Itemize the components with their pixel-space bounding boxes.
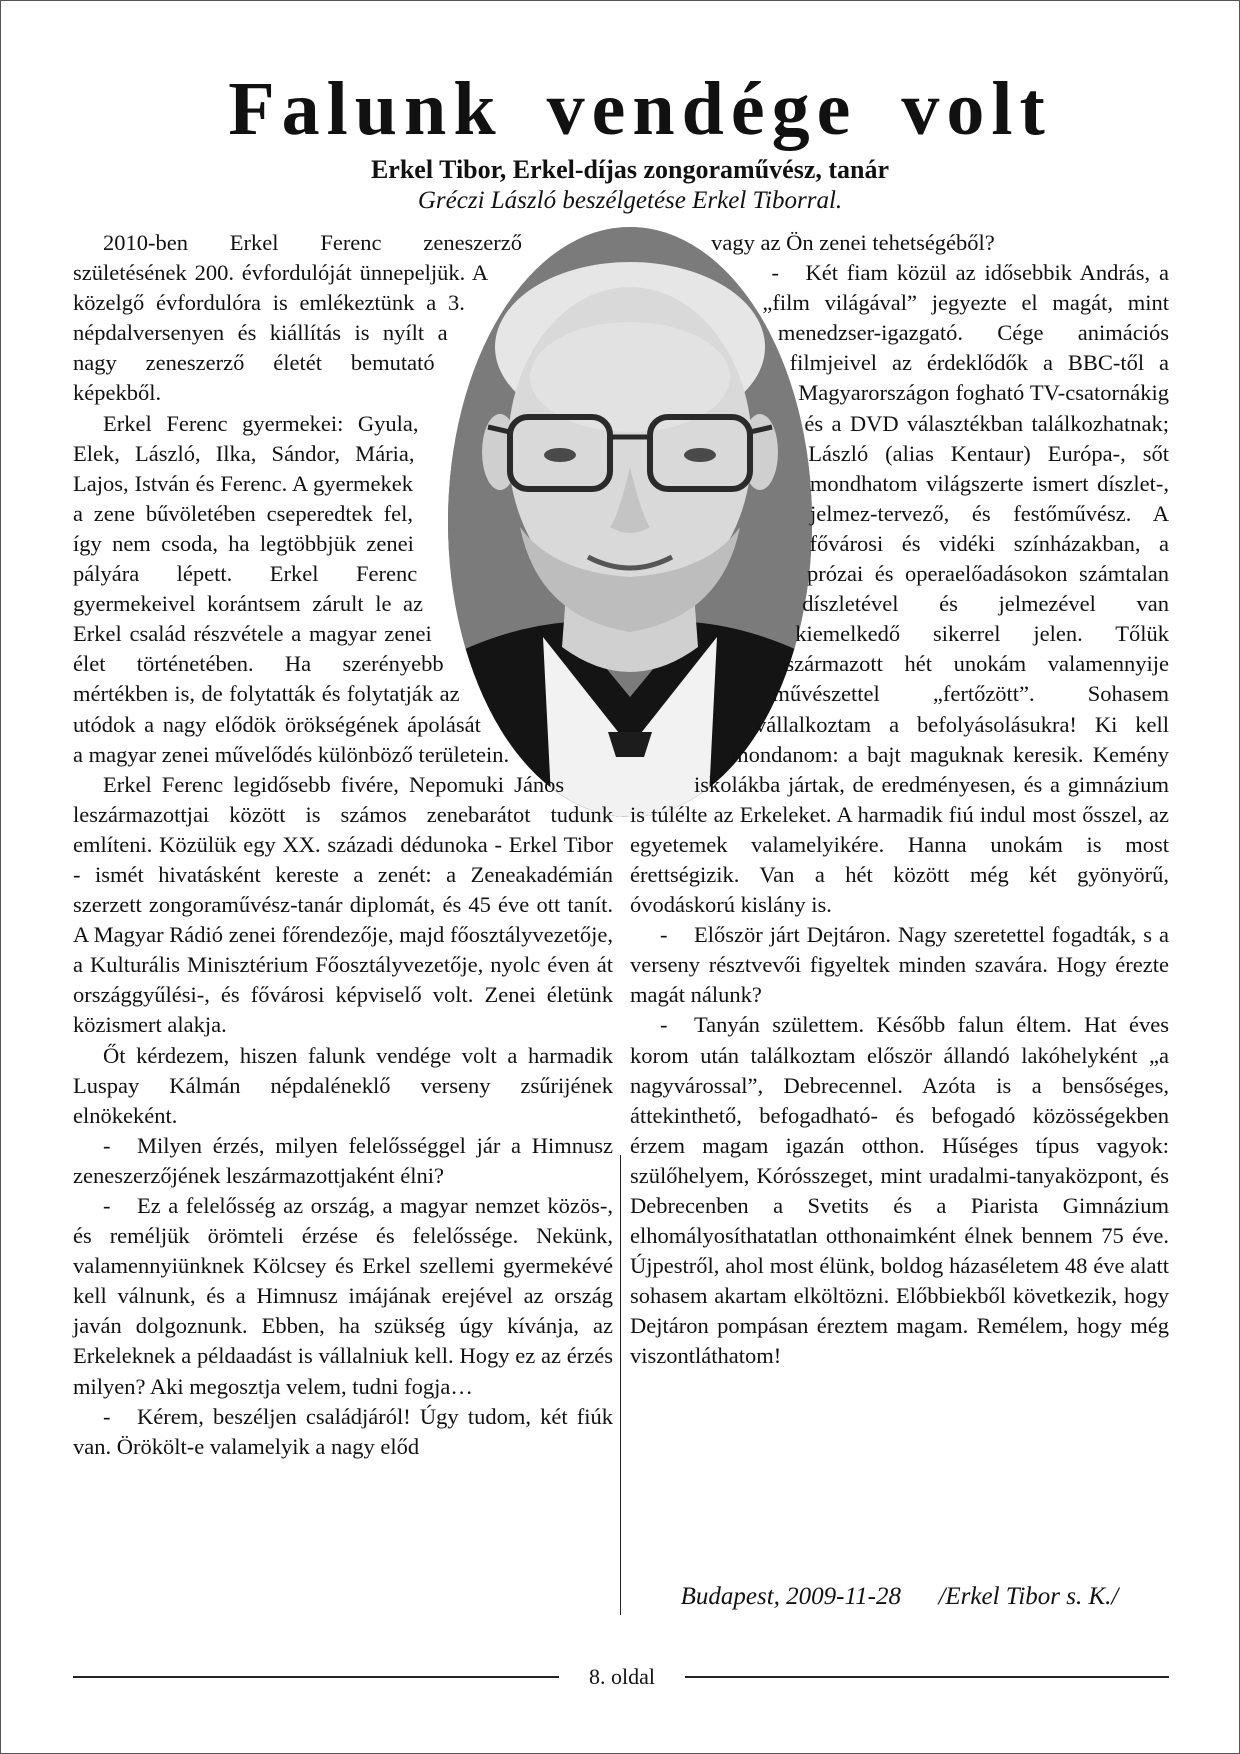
article-title: Falunk vendége volt xyxy=(228,67,1052,151)
question-continuation: vagy az Ön zenei tehetségéből? xyxy=(711,230,995,255)
article-byline: Gréczi László beszélgetése Erkel Tiborral. xyxy=(417,187,843,214)
interview-intro-paragraph: Őt kérdezem, hiszen falunk vendége volt a harmadik Luspay Kálmán népdaléneklő verseny zsűrijének elnökeként. xyxy=(73,1042,613,1128)
signature-author: /Erkel Tibor s. K./ xyxy=(938,1583,1119,1610)
question-paragraph: - Milyen érzés, milyen felelősséggel jár a Himnusz zeneszerzőjének leszármazottjaként élni? xyxy=(73,1132,613,1188)
answer-paragraph: - Két fiam közül az idősebbik András, a „film világával” jegyezte el magát, mint menedzser-igazgató. Cége animációs filmjeivel az érdeklődők a BBC-től a Magyarországon fogható TV-csatornákig és a DVD választékban találkozhatnak; László (alias Kentaur) Európa-, sőt mondhatom világszerte ismert díszlet-, jelmez-tervező, és festőművész. A fővárosi és vidéki színházakban, a prózai és operaelőadásokon számtalan díszletével és jelmezével van kiemelkedő sikerrel jelen. Tőlük származott hét unokám valamennyije művészettel „fertőzött”. Sohasem vállalkoztam a befolyásolásukra! Ki kell mondanom: a bajt maguknak keresik. Kemény iskolákba jártak, de eredményesen, és a gimnázium is túlélte az Erkeleket. A harmadik fiú indul most ősszel, az egyetemek valamelyikére. Hanna unokám is most érettségizik. Van a hét között még két gyönyörű, óvodáskorú kislány is. xyxy=(630,260,1169,918)
column-divider xyxy=(620,1155,621,1615)
answer-paragraph: - Tanyán születtem. Később falun éltem. Hat éves korom után találkoztam először állandó lakóhelyként „a nagyvárossal”, Debrecennel. Azóta is a bensőséges, áttekinthető, befogadható- és befogadó közösségekben érzem magam igazán otthon. Hűséges típus vagyok: szülőhelyem, Kórósszeget, mint uradalmi-tanyaközpont, és Debrecenben a Svetits és a Piarista Gimnázium elhomályosíthatatlan otthonaimként élnek bennem 75 éve. Újpestről, ahol most élünk, boldog házaséletem 48 éve alatt sohasem akartam elköltözni. Előbbiekből következik, hogy Dejtáron pompásan éreztem magam. Remélem, hogy még viszontláthatom! xyxy=(630,1012,1169,1369)
signature-place-date: Budapest, 2009-11-28 xyxy=(680,1583,901,1610)
question-paragraph: - Először járt Dejtáron. Nagy szeretettel fogadták, s a verseny résztvevői figyeltek minden szavára. Hogy érezte magát nálunk? xyxy=(630,922,1169,1008)
article-subtitle: Erkel Tibor, Erkel-díjas zongoraművész, tanár xyxy=(370,155,890,184)
lineage-paragraph: Erkel Ferenc legidősebb fivére, Nepomuki János leszármazottjai között is számos zenebarátot tudunk említeni. Közülük egy XX. századi dédunoka - Erkel Tibor - ismét hivatásként kereste a zenét: a Zeneakadémián szerzett zongoraművész-tanár diplomát, és 45 éve ott tanít. A Magyar Rádió zenei főrendezője, majd főosztályvezetője, a Kulturális Minisztérium Főosztályvezetője, nyolc éven át országgyűlési-, és fővárosi képviselő volt. Zenei életünk közismert alakja. xyxy=(73,771,613,1038)
answer-paragraph: - Ez a felelősség az ország, a magyar nemzet közös-, és reméljük örömteli érzése és felelőssége. Nekünk, valamennyiünknek Kölcsey és Erkel szellemi gyermekévé kell válnunk, és a Himnusz imájának erejével az ország javán dolgoznunk. Ebben, ha szükség úgy kívánja, az Erkeleknek a példaadást is vállalniuk kell. Hogy ez az érzés milyen? Aki megosztja velem, tudni fogja… xyxy=(73,1193,613,1399)
question-paragraph: - Kérem, beszéljen családjáról! Úgy tudom, két fiúk van. Örökölt-e valamelyik a nagy előd xyxy=(73,1403,613,1459)
left-column xyxy=(73,228,613,1462)
article-header xyxy=(0,66,1240,216)
family-paragraph: Erkel Ferenc gyermekei: Gyula, Elek, László, Ilka, Sándor, Mária, Lajos, István és Ferenc. A gyermekek a zene bűvöletében cseperedtek fel, így nem csoda, ha legtöbbjük zenei pályára lépett. Erkel Ferenc gyermekeivel korántsem zárult le az Erkel család részvétele a magyar zenei élet történetében. Ha szerényebb mértékben is, de folytatták és folytatják az utódok a nagy elődök örökségének ápolását a magyar zenei művelődés különböző területein. xyxy=(73,410,510,767)
signature-line xyxy=(630,1583,1169,1611)
footer-rule-right xyxy=(685,1676,1169,1678)
page-number: 8. oldal xyxy=(589,1664,655,1689)
right-column xyxy=(630,228,1169,1372)
intro-paragraph: 2010-ben Erkel Ferenc zeneszerző születésének 200. évfordulóját ünnepeljük. A közelgő évfordulóra is emlékeztünk a 3. népdalversenyen és kiállítás is nyílt a nagy zeneszerző életét bemutató képekből. xyxy=(73,230,523,406)
footer-rule-left xyxy=(73,1676,559,1678)
page-footer xyxy=(73,1662,1169,1692)
